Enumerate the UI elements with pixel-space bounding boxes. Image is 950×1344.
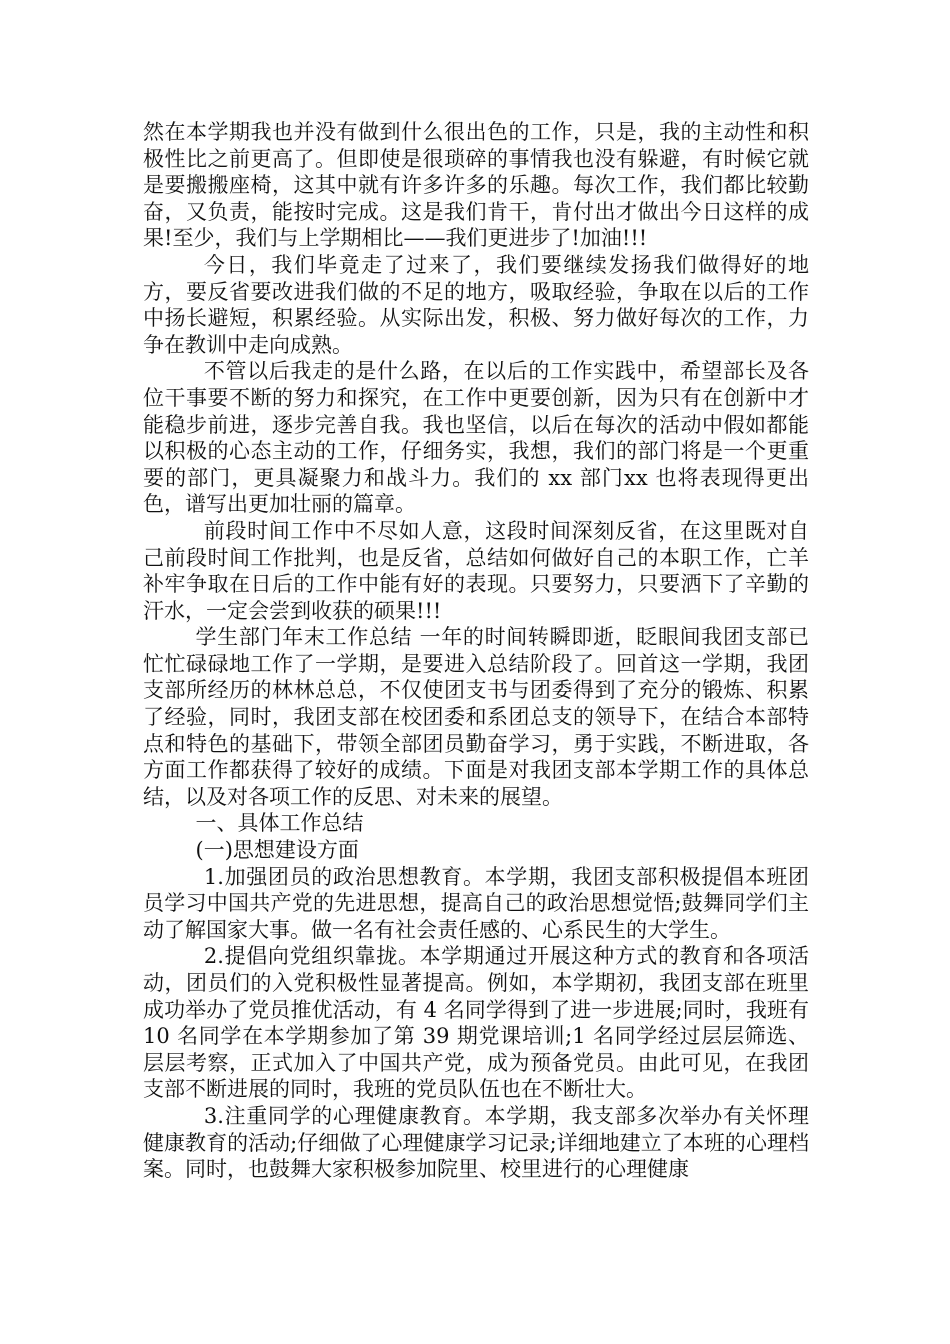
paragraph: 今日，我们毕竟走了过来了，我们要继续发扬我们做得好的地方，要反省要改进我们做的不足的地方，吸取经验，争取在以后的工作中扬长避短，积累经验。从实际出发，积极、努力做好每次的工作，力争在教训中走向成熟。 bbox=[143, 252, 809, 357]
paragraph: 然在本学期我也并没有做到什么很出色的工作，只是，我的主动性和积极性比之前更高了。但即使是很琐碎的事情我也没有躲避，有时候它就是要搬搬座椅，这其中就有许多许多的乐趣。每次工作，我们都比较勤奋，又负责，能按时完成。这是我们肯干，肯付出才做出今日这样的成果!至少，我们与上学期相比——我们更进步了!加油!!! bbox=[143, 120, 809, 251]
paragraph: 3.注重同学的心理健康教育。本学期，我支部多次举办有关怀理健康教育的活动;仔细做了心理健康学习记录;详细地建立了本班的心理档案。同时，也鼓舞大家积极参加院里、校里进行的心理健康 bbox=[143, 1103, 809, 1182]
section-heading: 一、具体工作总结 bbox=[195, 811, 364, 836]
document-body bbox=[143, 119, 809, 1183]
subsection-heading: (一)思想建设方面 bbox=[195, 838, 359, 863]
paragraph: 学生部门年末工作总结 一年的时间转瞬即逝，眨眼间我团支部已忙忙碌碌地工作了一学期，是要进入总结阶段了。回首这一学期，我团支部所经历的林林总总，不仅使团支书与团委得到了充分的锻炼、积累了经验，同时，我团支部在校团委和系团总支的领导下，在结合本部特点和特色的基础下，带领全部团员勤奋学习，勇于实践，不断进取，各方面工作都获得了较好的成绩。下面是对我团支部本学期工作的具体总结，以及对各项工作的反思、对未来的展望。 bbox=[143, 625, 809, 809]
paragraph: 前段时间工作中不尽如人意，这段时间深刻反省，在这里既对自己前段时间工作批判，也是反省，总结如何做好自己的本职工作，亡羊补牢争取在日后的工作中能有好的表现。只要努力，只要洒下了辛勤的汗水，一定会尝到收获的硕果!!! bbox=[143, 518, 809, 623]
paragraph: 1.加强团员的政治思想教育。本学期，我团支部积极提倡本班团员学习中国共产党的先进思想，提高自己的政治思想觉悟;鼓舞同学们主动了解国家大事。做一名有社会责任感的、心系民生的大学生。 bbox=[143, 864, 809, 942]
paragraph: 2.提倡向党组织靠拢。本学期通过开展这种方式的教育和各项活动，团员们的入党积极性显著提高。例如，本学期初，我团支部在班里成功举办了党员推优活动，有 4 名同学得到了进一步进展;同时，我班有 10 名同学在本学期参加了第 39 期党课培训;1 名同学经过层层筛选、层层考察，正式加入了中国共产党，成为预备党员。由此可见，在我团支部不断进展的同时，我班的党员队伍也在不断壮大。 bbox=[143, 944, 809, 1102]
paragraph: 不管以后我走的是什么路，在以后的工作实践中，希望部长及各位干事要不断的努力和探究，在工作中更要创新，因为只有在创新中才能稳步前进，逐步完善自我。我也坚信，以后在每次的活动中假如都能以积极的心态主动的工作，仔细务实，我想，我们的部门将是一个更重要的部门，更具凝聚力和战斗力。我们的 xx 部门xx 也将表现得更出色，谱写出更加壮丽的篇章。 bbox=[143, 359, 809, 517]
